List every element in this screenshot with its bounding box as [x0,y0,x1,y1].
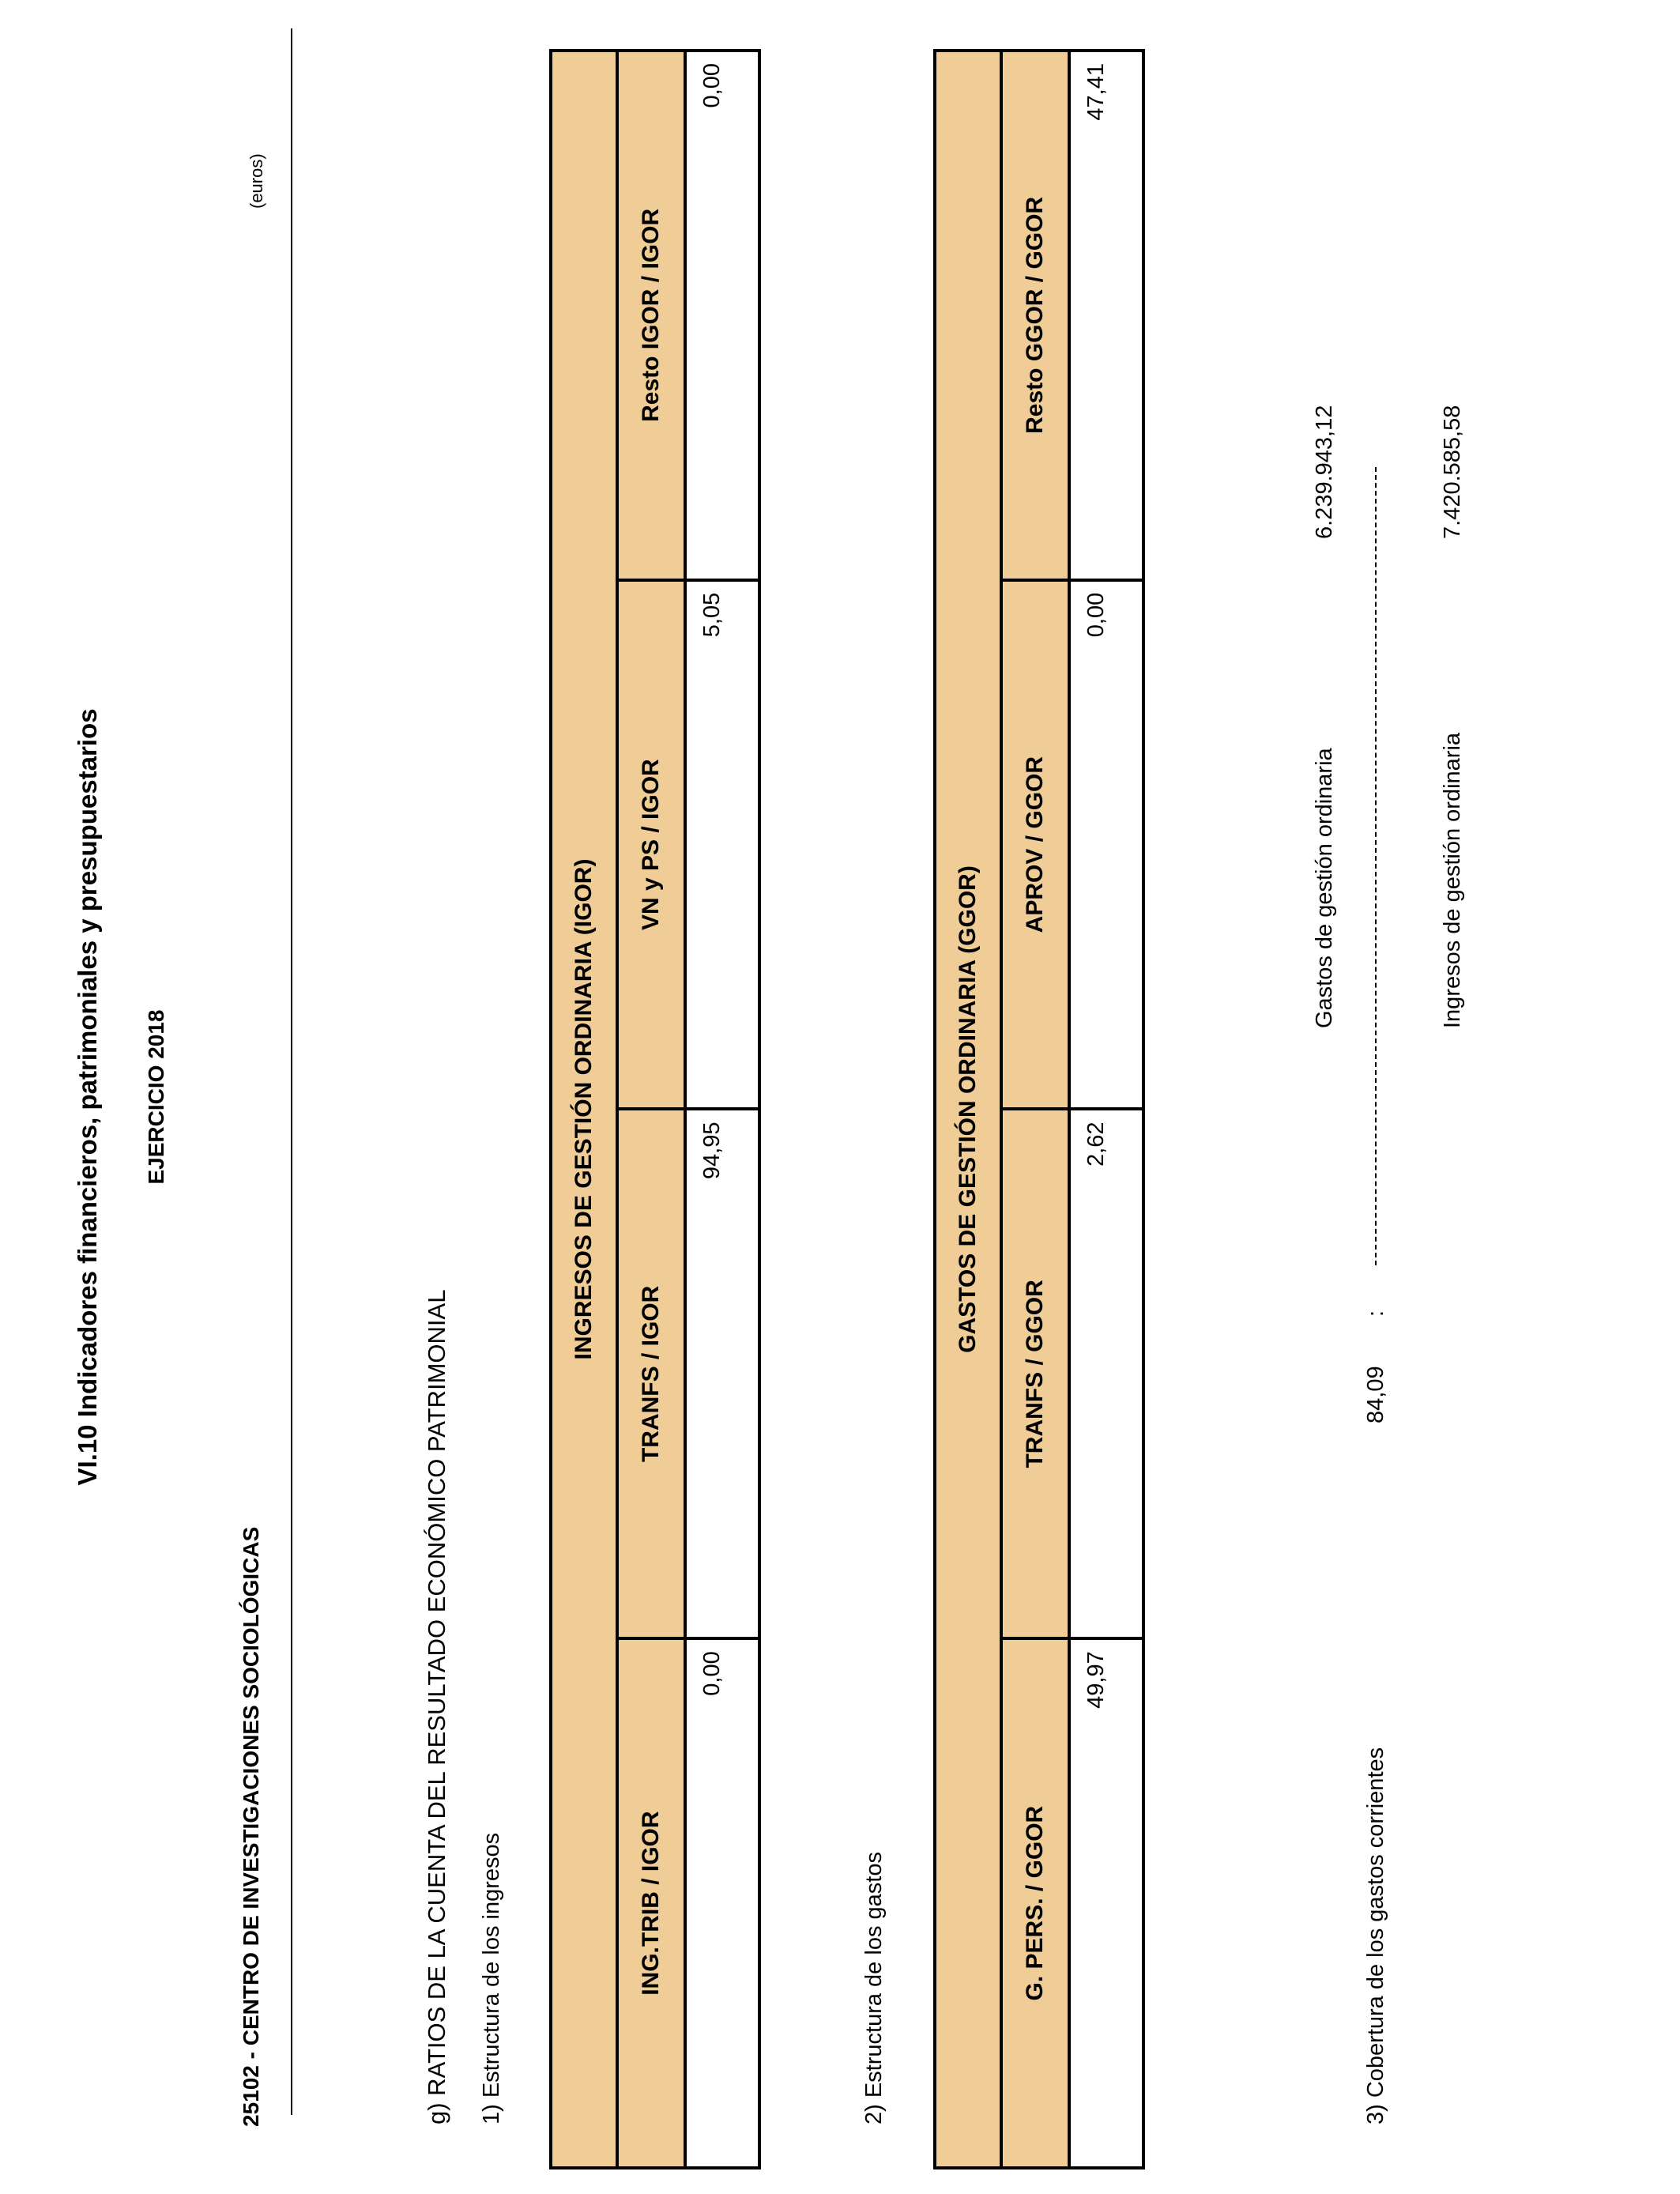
expense-structure-label: 2) Estructura de los gastos [861,1852,887,2124]
expense-value-cell: 47,41 [1069,51,1143,580]
income-structure-label: 1) Estructura de los ingresos [479,1832,504,2124]
report-title: VI.10 Indicadores financieros, patrimoniales y presupuestarios [73,708,102,1486]
numerator-value: 6.239.943,12 [1312,405,1337,539]
organization-name: 25102 - CENTRO DE INVESTIGACIONES SOCIOLÓGICAS [239,1526,263,2127]
denominator-label: Ingresos de gestión ordinaria [1440,732,1465,1028]
income-value-cell: 0,00 [685,51,759,580]
income-table-header: INGRESOS DE GESTIÓN ORDINARIA (IGOR) [551,51,617,2168]
expense-table-header: GASTOS DE GESTIÓN ORDINARIA (GGOR) [935,51,1001,2168]
income-value-cell: 0,00 [685,1638,759,2168]
exercise-year: EJERCICIO 2018 [144,1009,168,1185]
header-divider [291,28,292,2115]
income-col-header: Resto IGOR / IGOR [617,51,685,580]
income-col-header: TRANFS / IGOR [617,1110,685,1639]
income-value-cell: 5,05 [685,580,759,1110]
coverage-label: 3) Cobertura de los gastos corrientes [1363,1747,1388,2124]
numerator-label: Gastos de gestión ordinaria [1312,748,1337,1028]
denominator-value: 7.420.585,58 [1440,405,1465,539]
expense-col-header: G. PERS. / GGOR [1001,1638,1069,2168]
section-title: g) RATIOS DE LA CUENTA DEL RESULTADO ECONÓMICO PATRIMONIAL [423,1289,450,2124]
income-col-header: ING.TRIB / IGOR [617,1638,685,2168]
expense-value-cell: 2,62 [1069,1110,1143,1639]
income-col-header: VN y PS / IGOR [617,580,685,1110]
income-value-cell: 94,95 [685,1110,759,1639]
expense-col-header: APROV / GGOR [1001,580,1069,1110]
expense-col-header: Resto GGOR / GGOR [1001,51,1069,580]
expense-col-header: TRANFS / GGOR [1001,1110,1069,1639]
expense-value-cell: 0,00 [1069,580,1143,1110]
income-structure-table [549,49,761,2169]
expense-structure-table [933,49,1145,2169]
coverage-value: 84,09 [1363,1366,1388,1423]
units-label: (euros) [247,153,266,209]
coverage-colon: : [1363,1310,1388,1317]
expense-value-cell: 49,97 [1069,1638,1143,2168]
fraction-divider [1375,467,1377,1265]
